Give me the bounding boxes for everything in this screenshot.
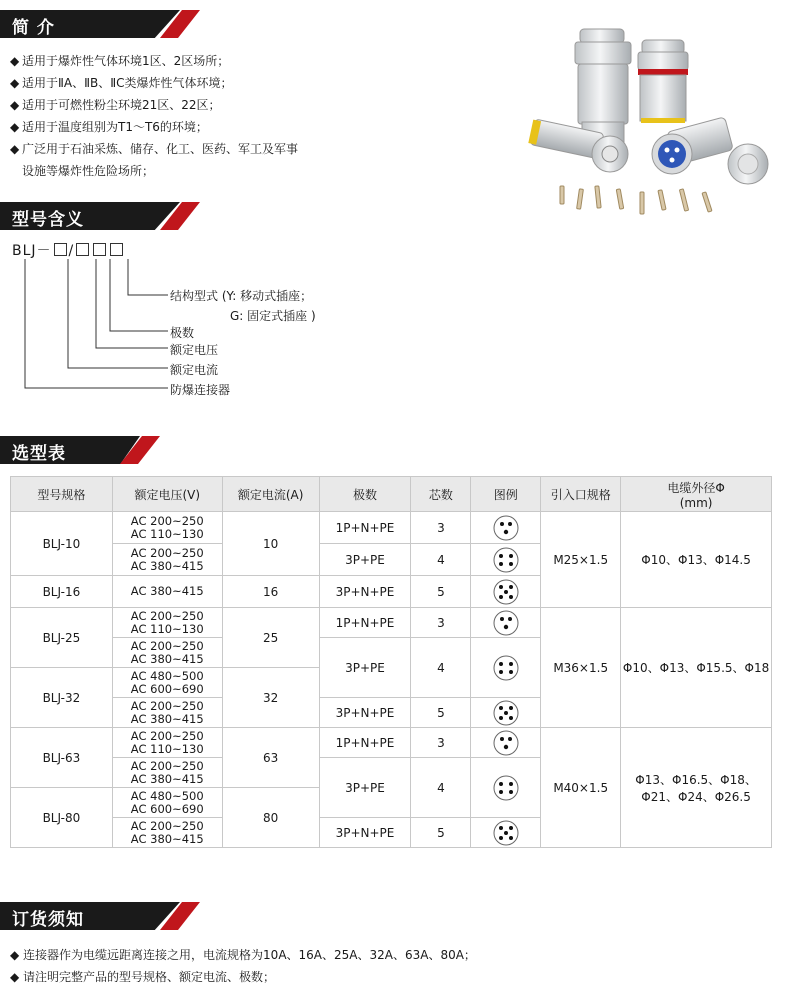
model-section-header [0, 202, 200, 230]
label-structure: 结构型式 (Y: 移动式插座； [170, 289, 313, 303]
header-cell: 极数 [319, 477, 411, 512]
poles-cell: 3P+PE [319, 544, 411, 576]
voltage-cell: AC 480~500 AC 600~690 [112, 668, 222, 698]
legend-cell [471, 544, 541, 576]
list-item: ◆ 适用于ⅡA、ⅡB、ⅡC类爆炸性气体环境； [10, 76, 233, 90]
inlet-cell: M40×1.5 [541, 728, 621, 848]
list-item: ◆ 请注明完整产品的型号规格、额定电流、极数； [10, 970, 276, 984]
selection-table [10, 476, 772, 848]
list-item: ◆ 适用于可燃性粉尘环境21区、22区； [10, 98, 221, 112]
header-cell: 额定电流(A) [222, 477, 319, 512]
cores-cell: 5 [411, 698, 471, 728]
pin-5-icon [492, 578, 520, 606]
model-code: BLJ－ / [12, 240, 125, 260]
cores-cell: 4 [411, 638, 471, 698]
poles-cell: 3P+PE [319, 638, 411, 698]
model-cell: BLJ-63 [11, 728, 113, 788]
intro-title: 简 介 [12, 18, 55, 38]
intro-section-header [0, 10, 200, 38]
cores-cell: 4 [411, 758, 471, 818]
poles-cell: 3P+N+PE [319, 698, 411, 728]
pin-4-icon [492, 774, 520, 802]
pin-3-icon [492, 729, 520, 757]
legend-cell [471, 758, 541, 818]
table-row [11, 512, 772, 544]
voltage-cell: AC 200~250 AC 380~415 [112, 698, 222, 728]
label-voltage: 额定电压 [170, 343, 219, 357]
legend-cell [471, 576, 541, 608]
cable-cell: Φ13、Φ16.5、Φ18、 Φ21、Φ24、Φ26.5 [621, 728, 772, 848]
model-cell: BLJ-25 [11, 608, 113, 668]
poles-cell: 1P+N+PE [319, 512, 411, 544]
pin-4-icon [492, 654, 520, 682]
voltage-cell: AC 200~250 AC 110~130 [112, 608, 222, 638]
model-title: 型号含义 [12, 210, 84, 230]
intro-list [10, 50, 330, 182]
voltage-cell: AC 200~250 AC 380~415 [112, 638, 222, 668]
voltage-cell: AC 200~250 AC 380~415 [112, 758, 222, 788]
table-row [11, 728, 772, 758]
current-cell: 32 [222, 668, 319, 728]
order-title: 订货须知 [12, 910, 84, 930]
legend-cell [471, 512, 541, 544]
cores-cell: 5 [411, 576, 471, 608]
pin-5-icon [492, 819, 520, 847]
model-cell: BLJ-80 [11, 788, 113, 848]
poles-cell: 3P+N+PE [319, 818, 411, 848]
selection-section-header [0, 436, 200, 464]
poles-cell: 3P+N+PE [319, 576, 411, 608]
cable-cell: Φ10、Φ13、Φ15.5、Φ18 [621, 608, 772, 728]
voltage-cell: AC 200~250 AC 380~415 [112, 544, 222, 576]
legend-cell [471, 818, 541, 848]
product-photo [520, 14, 790, 230]
cores-cell: 3 [411, 512, 471, 544]
header-cell: 额定电压(V) [112, 477, 222, 512]
legend-cell [471, 728, 541, 758]
order-list [10, 944, 476, 988]
list-item: ◆ 广泛用于石油采炼、储存、化工、医药、军工及军事 [10, 142, 299, 156]
label-poles: 极数 [170, 326, 195, 340]
header-cell: 引入口规格 [541, 477, 621, 512]
model-cell: BLJ-32 [11, 668, 113, 728]
list-item-continued: 设施等爆炸性危险场所； [22, 164, 155, 178]
cores-cell: 3 [411, 608, 471, 638]
current-cell: 10 [222, 512, 319, 576]
poles-cell: 1P+N+PE [319, 728, 411, 758]
current-cell: 16 [222, 576, 319, 608]
current-cell: 80 [222, 788, 319, 848]
legend-cell [471, 698, 541, 728]
label-device: 防爆连接器 [170, 383, 231, 397]
header-cell: 图例 [471, 477, 541, 512]
current-cell: 25 [222, 608, 319, 668]
table-header-row [11, 477, 772, 512]
voltage-cell: AC 200~250 AC 110~130 [112, 512, 222, 544]
pin-4-icon [492, 546, 520, 574]
cores-cell: 3 [411, 728, 471, 758]
pin-5-icon [492, 699, 520, 727]
order-section-header [0, 902, 200, 930]
inlet-cell: M25×1.5 [541, 512, 621, 608]
label-structure-cont: G: 固定式插座 ) [230, 309, 316, 323]
inlet-cell: M36×1.5 [541, 608, 621, 728]
selection-title: 选型表 [12, 444, 66, 464]
legend-cell [471, 608, 541, 638]
header-cell: 芯数 [411, 477, 471, 512]
poles-cell: 1P+N+PE [319, 608, 411, 638]
model-cell: BLJ-16 [11, 576, 113, 608]
label-current: 额定电流 [170, 363, 219, 377]
voltage-cell: AC 380~415 [112, 576, 222, 608]
pin-3-icon [492, 609, 520, 637]
model-cell: BLJ-10 [11, 512, 113, 576]
list-item: ◆ 适用于温度组别为T1～T6的环境； [10, 120, 208, 134]
legend-cell [471, 638, 541, 698]
pin-3-icon [492, 514, 520, 542]
header-cell: 型号规格 [11, 477, 113, 512]
list-item: ◆ 连接器作为电缆远距离连接之用，电流规格为10A、16A、25A、32A、63A、80A； [10, 948, 476, 962]
voltage-cell: AC 480~500 AC 600~690 [112, 788, 222, 818]
cores-cell: 4 [411, 544, 471, 576]
table-row [11, 608, 772, 638]
current-cell: 63 [222, 728, 319, 788]
cores-cell: 5 [411, 818, 471, 848]
cable-cell: Φ10、Φ13、Φ14.5 [621, 512, 772, 608]
header-cell: 电缆外径Φ (mm) [621, 477, 772, 512]
voltage-cell: AC 200~250 AC 380~415 [112, 818, 222, 848]
model-tree-lines [0, 250, 170, 395]
voltage-cell: AC 200~250 AC 110~130 [112, 728, 222, 758]
list-item: ◆ 适用于爆炸性气体环境1区、2区场所； [10, 54, 230, 68]
poles-cell: 3P+PE [319, 758, 411, 818]
